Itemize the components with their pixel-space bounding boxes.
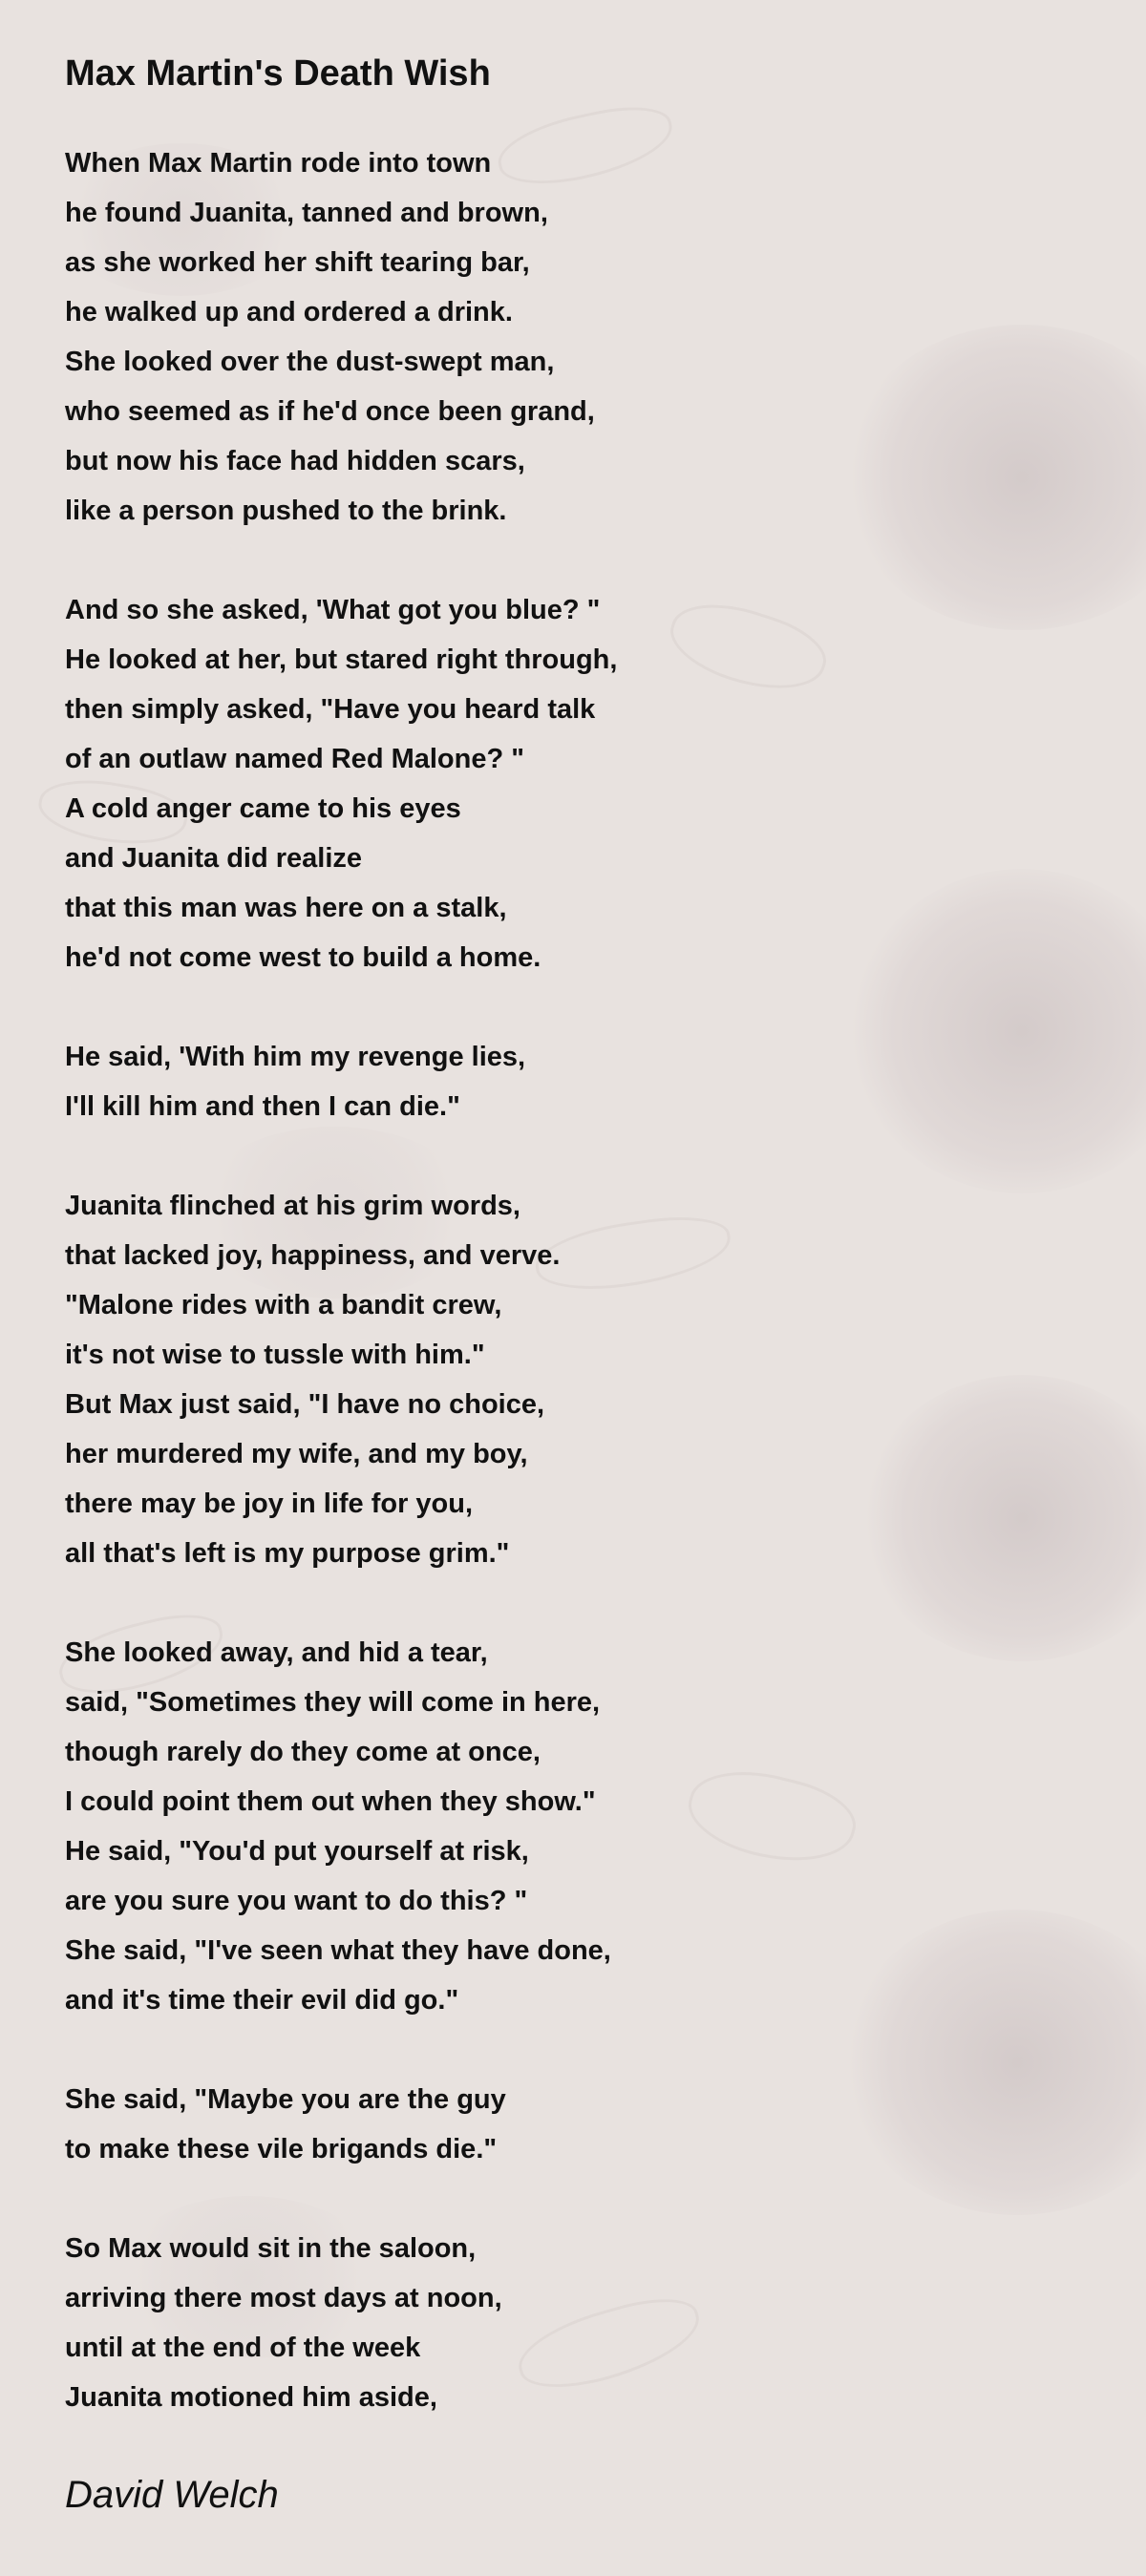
poem-line: as she worked her shift tearing bar, (65, 247, 530, 278)
poem-line: She said, "Maybe you are the guy (65, 2084, 506, 2115)
poem-line: He looked at her, but stared right through, (65, 644, 618, 675)
poem-stanza (65, 1181, 1096, 1578)
poem-line: are you sure you want to do this? " (65, 1886, 528, 1916)
poem-line: but now his face had hidden scars, (65, 446, 525, 476)
poem-line: then simply asked, "Have you heard talk (65, 694, 596, 725)
poem-author: David Welch (65, 2474, 279, 2516)
poem-stanza (65, 585, 1096, 982)
poem-container (65, 42, 1096, 2472)
poem-line: said, "Sometimes they will come in here, (65, 1687, 601, 1718)
poem-line: He said, 'With him my revenge lies, (65, 1042, 526, 1072)
poem-line: and Juanita did realize (65, 843, 363, 874)
poem-line: "Malone rides with a bandit crew, (65, 1290, 502, 1320)
poem-line: of an outlaw named Red Malone? " (65, 744, 525, 774)
poem-line: he found Juanita, tanned and brown, (65, 198, 548, 228)
poem-line: to make these vile brigands die." (65, 2134, 498, 2164)
poem-line: She said, "I've seen what they have done, (65, 1935, 611, 1966)
poem-stanza (65, 1032, 1096, 1131)
poem-line: When Max Martin rode into town (65, 148, 492, 179)
poem-line: he walked up and ordered a drink. (65, 297, 513, 327)
poem-line: all that's left is my purpose grim." (65, 1538, 510, 1569)
poem-line: arriving there most days at noon, (65, 2283, 502, 2313)
poem-line: Juanita motioned him aside, (65, 2382, 437, 2413)
poem-line: who seemed as if he'd once been grand, (65, 396, 595, 427)
poem-stanza (65, 2224, 1096, 2422)
poem-line: he'd not come west to build a home. (65, 942, 541, 973)
poem-line: So Max would sit in the saloon, (65, 2233, 477, 2264)
poem-stanza (65, 138, 1096, 536)
poem-stanza (65, 2075, 1096, 2174)
poem-line: like a person pushed to the brink. (65, 496, 507, 526)
poem-line: I could point them out when they show." (65, 1786, 596, 1817)
poem-line: that this man was here on a stalk, (65, 893, 507, 923)
poem-line: it's not wise to tussle with him." (65, 1340, 485, 1370)
poem-line: Juanita flinched at his grim words, (65, 1191, 520, 1221)
poem-line: and it's time their evil did go." (65, 1985, 459, 2016)
poem-line: She looked over the dust-swept man, (65, 347, 555, 377)
poem-line: She looked away, and hid a tear, (65, 1637, 488, 1668)
poem-line: that lacked joy, happiness, and verve. (65, 1240, 561, 1271)
poem-line: until at the end of the week (65, 2333, 421, 2363)
poem-line: though rarely do they come at once, (65, 1737, 541, 1767)
poem-line: I'll kill him and then I can die." (65, 1091, 460, 1122)
poem-line: A cold anger came to his eyes (65, 793, 461, 824)
poem-line: there may be joy in life for you, (65, 1489, 474, 1519)
poem-body (65, 138, 1096, 2422)
poem-line: But Max just said, "I have no choice, (65, 1389, 545, 1420)
poem-title: Max Martin's Death Wish (65, 53, 491, 94)
poem-line: And so she asked, 'What got you blue? " (65, 595, 601, 625)
poem-stanza (65, 1628, 1096, 2025)
poem-line: her murdered my wife, and my boy, (65, 1439, 528, 1469)
poem-line: He said, "You'd put yourself at risk, (65, 1836, 529, 1867)
